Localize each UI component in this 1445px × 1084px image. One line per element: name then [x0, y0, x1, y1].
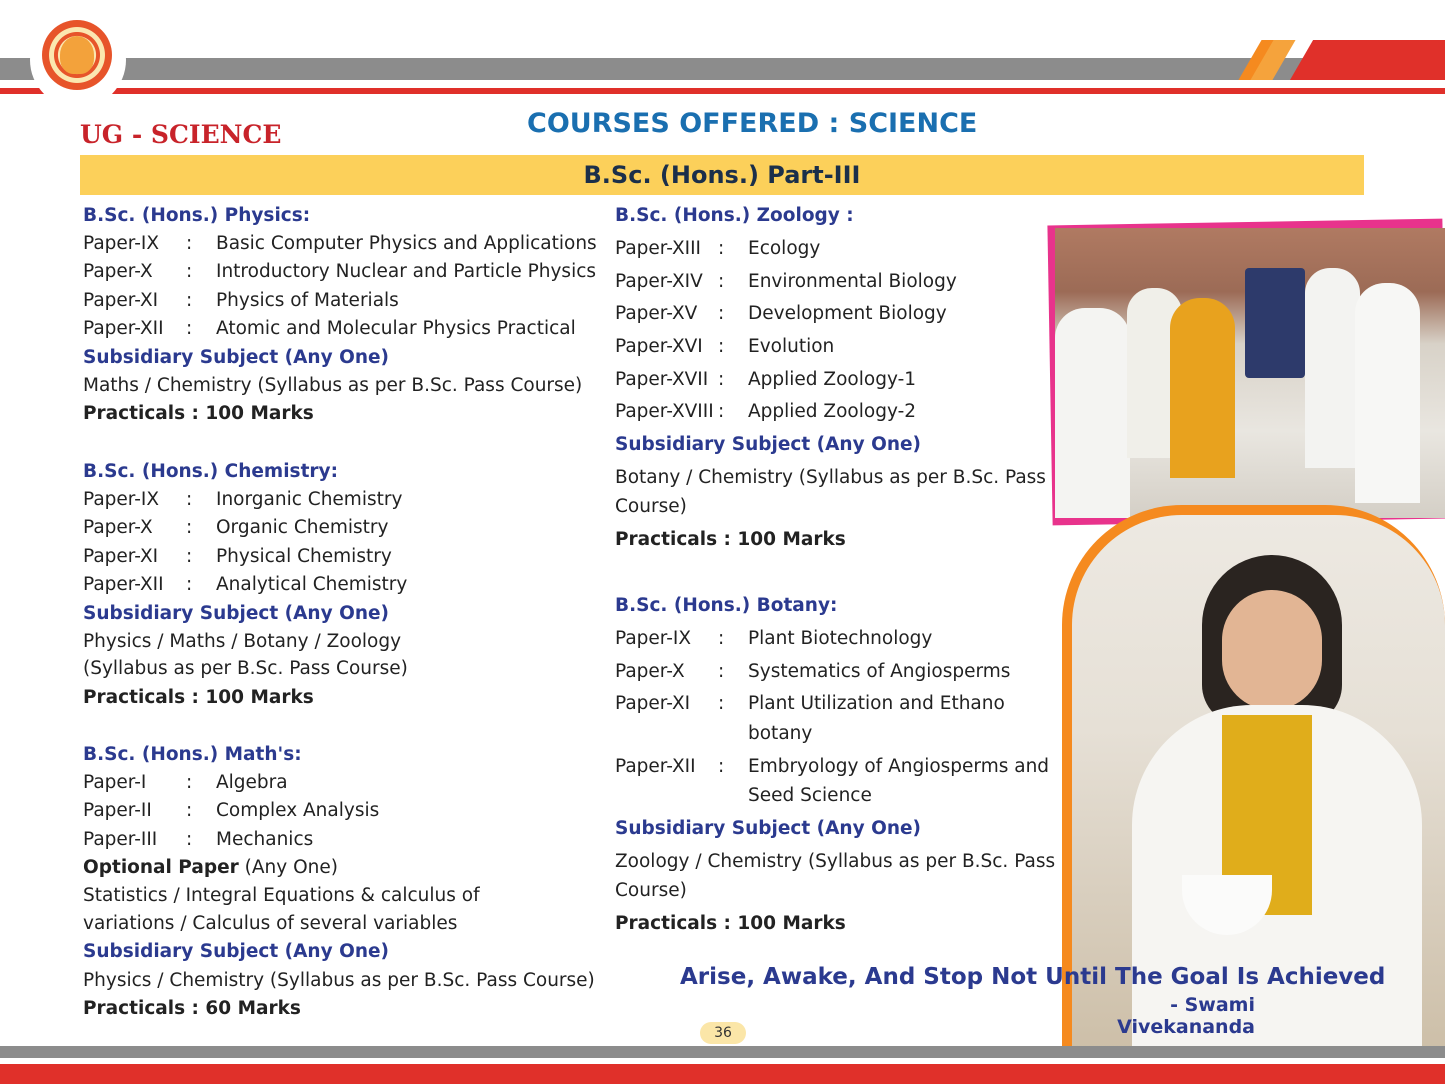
page-number: 36: [700, 1022, 746, 1044]
paper-title: Applied Zoology-2: [748, 401, 917, 422]
paper-title: Mechanics: [216, 829, 314, 850]
header-accent: [1290, 40, 1445, 80]
practicals-marks: Practicals : 60 Marks: [83, 998, 301, 1019]
colon: :: [186, 546, 193, 567]
header-band: [0, 58, 1445, 80]
botany-heading: B.Sc. (Hons.) Botany:: [615, 595, 838, 616]
colon: :: [186, 290, 193, 311]
optional-text: variations / Calculus of several variables: [83, 913, 458, 934]
optional-paper: [83, 857, 338, 878]
colon: :: [718, 756, 725, 777]
paper-code: Paper-XI: [83, 546, 159, 567]
paper-title: Evolution: [748, 336, 835, 357]
optional-label: Optional Paper: [83, 857, 239, 878]
person: [1355, 283, 1420, 503]
part-band-label: B.Sc. (Hons.) Part-III: [583, 161, 861, 189]
paper-title: Development Biology: [748, 303, 947, 324]
colon: :: [186, 517, 193, 538]
subsidiary-text: Course): [615, 496, 687, 517]
practicals-marks: Practicals : 100 Marks: [615, 913, 846, 934]
colon: :: [718, 336, 725, 357]
paper-code: Paper-X: [615, 661, 685, 682]
paper-code: Paper-XII: [83, 574, 164, 595]
subsidiary-text: Physics / Maths / Botany / Zoology: [83, 631, 402, 652]
colon: :: [718, 661, 725, 682]
paper-title-cont: botany: [748, 723, 813, 744]
zoology-heading: B.Sc. (Hons.) Zoology :: [615, 205, 854, 226]
paper-title: Inorganic Chemistry: [216, 489, 403, 510]
subsidiary-text: Botany / Chemistry (Syllabus as per B.Sc. Pass: [615, 467, 1046, 488]
subsidiary-text: Zoology / Chemistry (Syllabus as per B.Sc. Pass: [615, 851, 1056, 872]
quote: Arise, Awake, And Stop Not Until The Goal Is Achieved: [680, 964, 1386, 990]
paper-title: Algebra: [216, 772, 288, 793]
practicals-marks: Practicals : 100 Marks: [615, 529, 846, 550]
paper-title: Analytical Chemistry: [216, 574, 408, 595]
practicals-marks: Practicals : 100 Marks: [83, 403, 314, 424]
lab-group-photo: [1055, 228, 1445, 518]
page-title: COURSES OFFERED : SCIENCE: [527, 108, 978, 139]
colon: :: [186, 772, 193, 793]
paper-title: Environmental Biology: [748, 271, 957, 292]
paper-title: Physics of Materials: [216, 290, 399, 311]
paper-title: Basic Computer Physics and Applications: [216, 233, 597, 254]
subsidiary-heading: Subsidiary Subject (Any One): [615, 434, 921, 455]
paper-title: Embryology of Angiosperms and: [748, 756, 1050, 777]
optional-note: (Any One): [244, 857, 338, 878]
colon: :: [718, 238, 725, 259]
colon: :: [186, 829, 193, 850]
practicals-marks: Practicals : 100 Marks: [83, 687, 314, 708]
colon: :: [718, 401, 725, 422]
subsidiary-text: Physics / Chemistry (Syllabus as per B.Sc. Pass Course): [83, 970, 595, 991]
colon: :: [186, 489, 193, 510]
colon: :: [186, 574, 193, 595]
paper-title: Organic Chemistry: [216, 517, 389, 538]
paper-title: Plant Utilization and Ethano: [748, 693, 1005, 714]
subsidiary-heading: Subsidiary Subject (Any One): [615, 818, 921, 839]
paper-title: Systematics of Angiosperms: [748, 661, 1011, 682]
colon: :: [718, 693, 725, 714]
person: [1055, 308, 1130, 518]
colon: :: [718, 271, 725, 292]
footer-rule: [0, 1064, 1445, 1084]
lab-equipment: [1245, 268, 1305, 378]
paper-code: Paper-IX: [83, 233, 160, 254]
paper-code: Paper-XV: [615, 303, 698, 324]
colon: :: [718, 369, 725, 390]
paper-code: Paper-III: [83, 829, 158, 850]
maths-heading: B.Sc. (Hons.) Math's:: [83, 744, 302, 765]
header-rule: [0, 88, 1445, 94]
footer-band: [0, 1046, 1445, 1058]
paper-code: Paper-XII: [615, 756, 696, 777]
paper-code: Paper-XI: [615, 693, 691, 714]
paper-code: Paper-XIII: [615, 238, 702, 259]
paper-title-cont: Seed Science: [748, 785, 872, 806]
quote-author: - Swami Vivekananda: [1117, 994, 1255, 1038]
subsidiary-text: Maths / Chemistry (Syllabus as per B.Sc. Pass Course): [83, 375, 583, 396]
person: [1305, 268, 1360, 468]
paper-title: Plant Biotechnology: [748, 628, 933, 649]
paper-code: Paper-X: [83, 517, 153, 538]
subsidiary-heading: Subsidiary Subject (Any One): [83, 941, 389, 962]
paper-code: Paper-XVIII: [615, 401, 714, 422]
paper-code: Paper-X: [83, 261, 153, 282]
subsidiary-text: Course): [615, 880, 687, 901]
colon: :: [718, 628, 725, 649]
paper-title: Applied Zoology-1: [748, 369, 917, 390]
person-face: [1222, 590, 1322, 710]
paper-code: Paper-II: [83, 800, 152, 821]
logo-emblem: [60, 36, 94, 74]
colon: :: [186, 800, 193, 821]
person: [1170, 298, 1235, 478]
paper-code: Paper-I: [83, 772, 147, 793]
paper-title: Complex Analysis: [216, 800, 380, 821]
paper-code: Paper-IX: [83, 489, 160, 510]
colon: :: [718, 303, 725, 324]
colon: :: [186, 261, 193, 282]
paper-title: Physical Chemistry: [216, 546, 392, 567]
subsidiary-heading: Subsidiary Subject (Any One): [83, 603, 389, 624]
colon: :: [186, 318, 193, 339]
paper-code: Paper-XII: [83, 318, 164, 339]
physics-heading: B.Sc. (Hons.) Physics:: [83, 205, 311, 226]
colon: :: [186, 233, 193, 254]
part-band: [80, 155, 1364, 195]
section-label: UG - SCIENCE: [80, 120, 282, 149]
chemistry-heading: B.Sc. (Hons.) Chemistry:: [83, 461, 338, 482]
paper-title: Atomic and Molecular Physics Practical: [216, 318, 576, 339]
subsidiary-heading: Subsidiary Subject (Any One): [83, 347, 389, 368]
subsidiary-text: (Syllabus as per B.Sc. Pass Course): [83, 658, 408, 679]
optional-text: Statistics / Integral Equations & calculus of: [83, 885, 480, 906]
paper-title: Introductory Nuclear and Particle Physics: [216, 261, 597, 282]
paper-title: Ecology: [748, 238, 821, 259]
paper-code: Paper-XVI: [615, 336, 703, 357]
paper-code: Paper-XIV: [615, 271, 703, 292]
paper-code: Paper-XVII: [615, 369, 709, 390]
paper-code: Paper-XI: [83, 290, 159, 311]
paper-code: Paper-IX: [615, 628, 692, 649]
